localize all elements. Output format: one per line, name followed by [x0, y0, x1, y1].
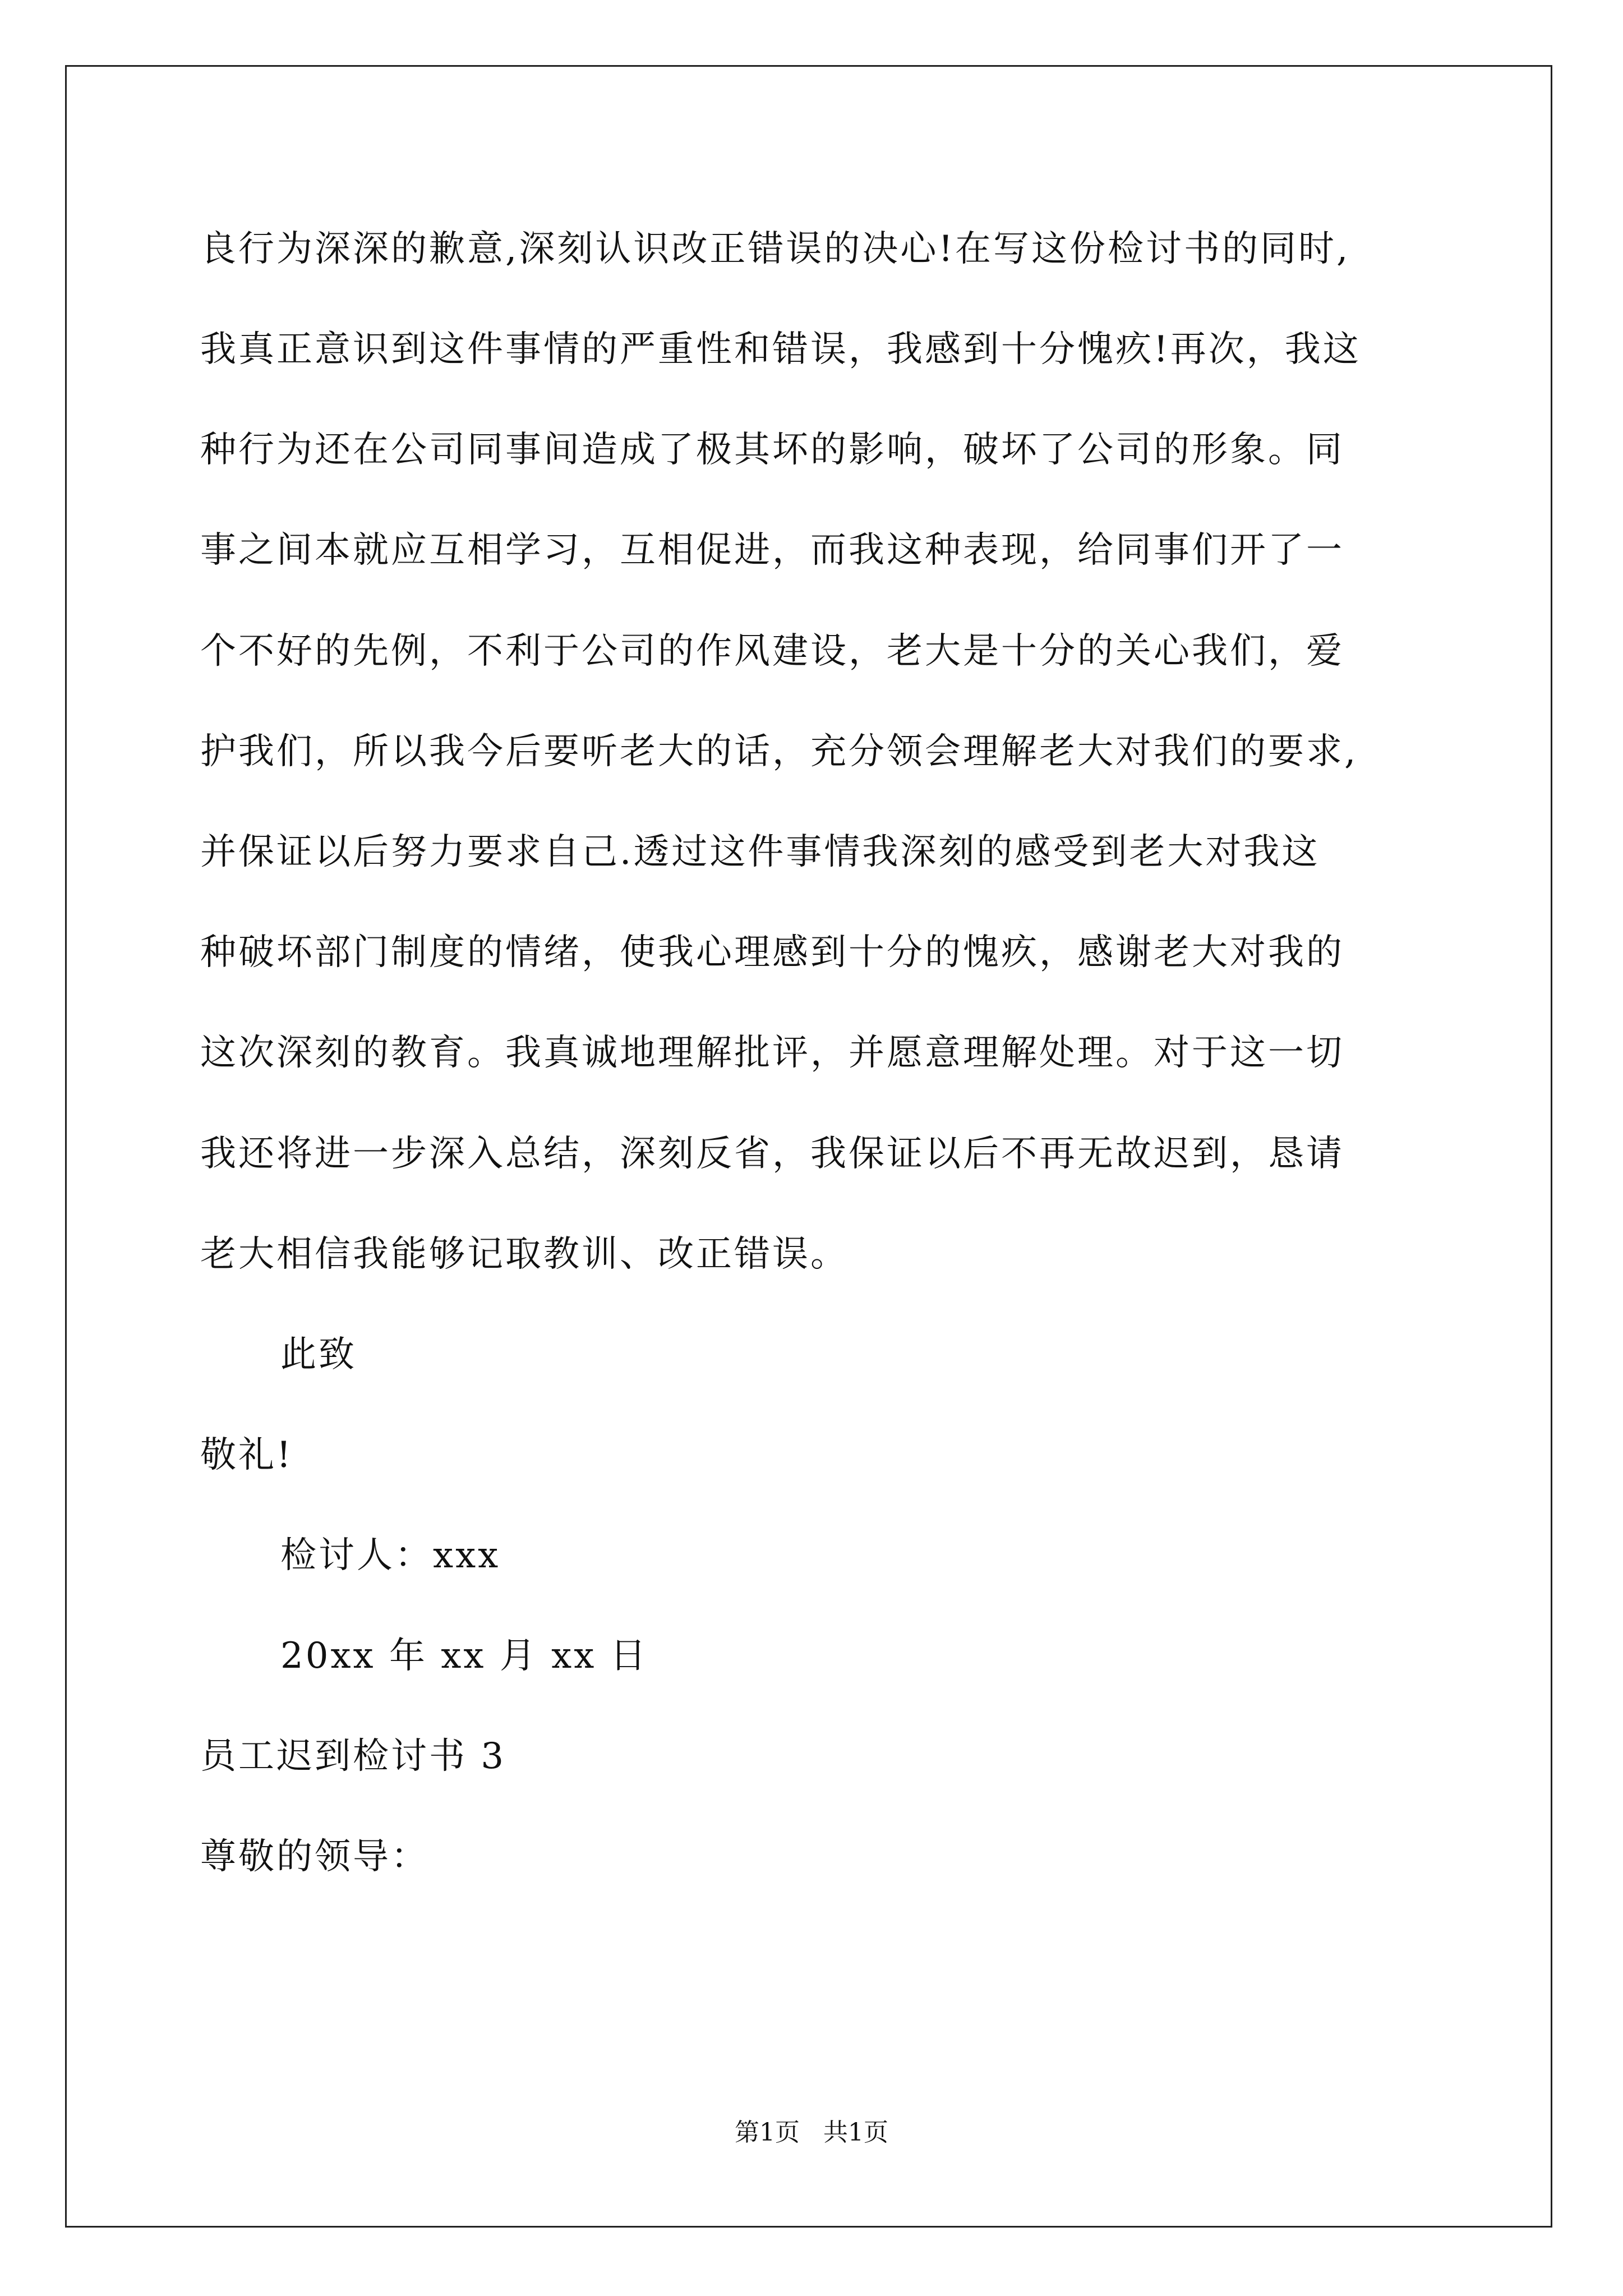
next-title: 员工迟到检讨书 3: [200, 1736, 506, 1777]
body-line-4: 事之间本就应互相学习，互相促进，而我这种表现，给同事们开了一: [200, 530, 1344, 571]
body-line-11: 老大相信我能够记取教训、改正错误。: [200, 1234, 849, 1275]
body-line-5: 个不好的先例，不利于公司的作风建设，老大是十分的关心我们，爱: [200, 631, 1344, 672]
body-line-10: 我还将进一步深入总结，深刻反省，我保证以后不再无故迟到，恳请: [200, 1133, 1344, 1175]
date-line: 20xx 年 xx 月 xx 日: [280, 1635, 648, 1677]
body-line-7: 并保证以后努力要求自己.透过这件事情我深刻的感受到老大对我这: [200, 831, 1320, 873]
signer-line: 检讨人：xxx: [280, 1535, 501, 1576]
salute-line: 敬礼!: [200, 1434, 293, 1476]
body-line-6: 护我们，所以我今后要听老大的话，充分领会理解老大对我们的要求,: [200, 731, 1358, 772]
page-footer: 第1页 共1页: [735, 2118, 888, 2147]
closing-line: 此致: [280, 1334, 357, 1375]
body-line-3: 种行为还在公司同事间造成了极其坏的影响，破坏了公司的形象。同: [200, 429, 1344, 471]
body-line-1: 良行为深深的歉意,深刻认识改正错误的决心!在写这份检讨书的同时,: [200, 228, 1350, 270]
body-line-9: 这次深刻的教育。我真诚地理解批评，并愿意理解处理。对于这一切: [200, 1032, 1344, 1074]
next-greeting: 尊敬的领导：: [200, 1836, 429, 1878]
body-line-8: 种破坏部门制度的情绪，使我心理感到十分的愧疚，感谢老大对我的: [200, 932, 1344, 973]
body-line-2: 我真正意识到这件事情的严重性和错误，我感到十分愧疚!再次，我这: [200, 329, 1361, 370]
